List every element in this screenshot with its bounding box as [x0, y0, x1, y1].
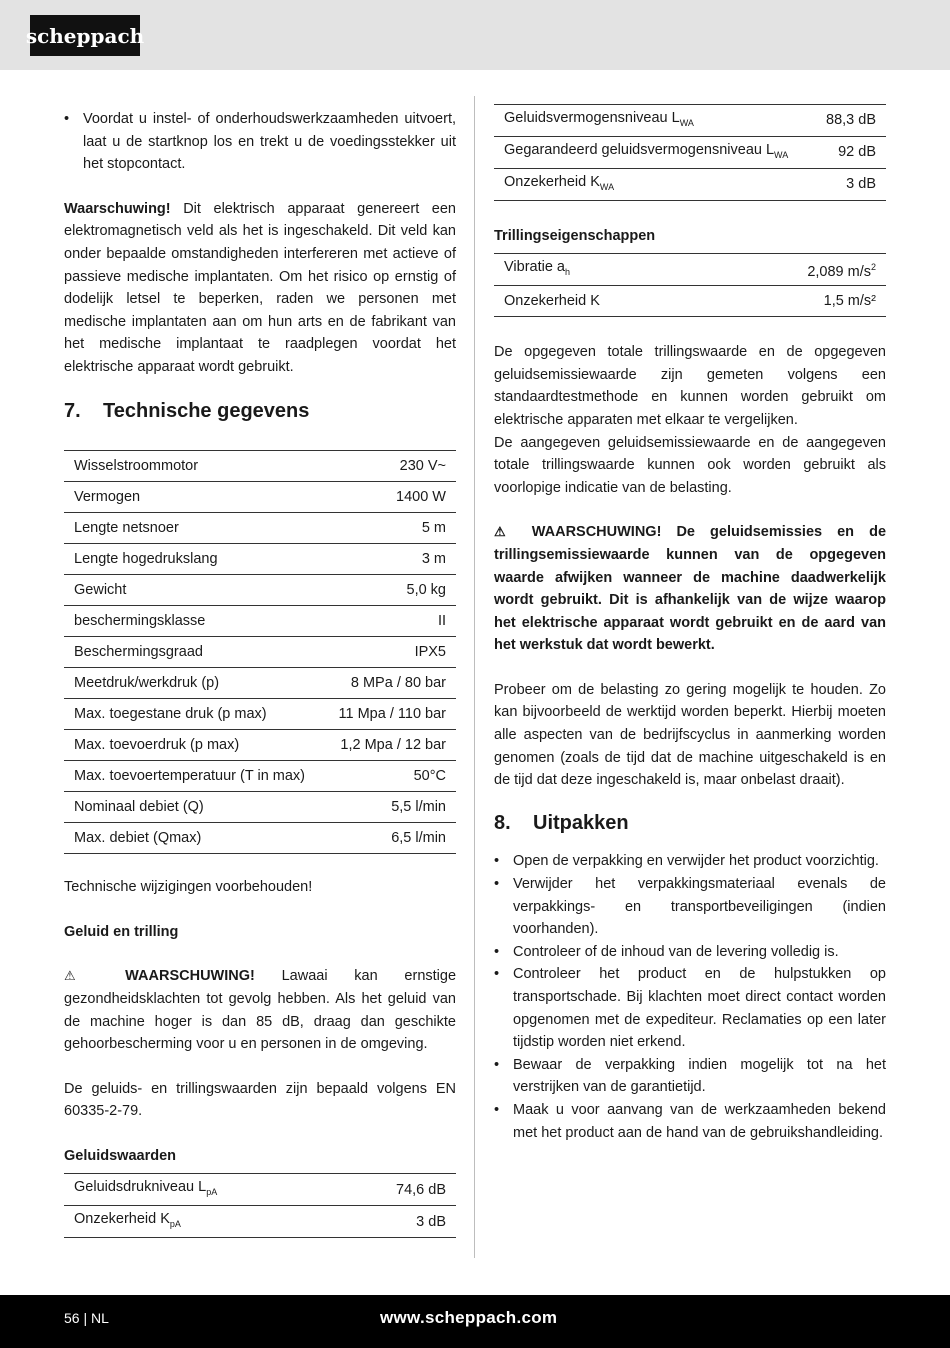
- list-item: • Voordat u instel- of onderhoudswerkzaamheden uitvoert, laat u de startknop los en trekt u de voedingsstekker uit het stopcontact.: [64, 108, 456, 176]
- table-row: [494, 286, 886, 317]
- row-label: [64, 668, 324, 699]
- value-text: 3 m: [421, 551, 446, 568]
- row-label: [64, 792, 324, 823]
- value-text: 88,3 dB: [826, 112, 876, 129]
- sound-heading: Geluid en trilling: [64, 923, 179, 940]
- label-text: Gegarandeerd geluidsvermogensniveau L: [504, 141, 775, 158]
- table-row: [64, 482, 456, 513]
- row-label: [494, 254, 716, 286]
- table-row: [64, 823, 456, 854]
- table-row: [494, 105, 886, 137]
- row-value: [324, 575, 456, 606]
- row-label: [64, 1206, 338, 1238]
- value-text: 5 m: [421, 520, 446, 537]
- row-value: [324, 451, 456, 482]
- row-value: [338, 1206, 456, 1238]
- tech-note: Technische wijzigingen voorbehouden!: [64, 879, 313, 896]
- value-text: 5,5 l/min: [391, 799, 446, 816]
- sound-values-table: [64, 1173, 456, 1238]
- table-row: [64, 1174, 456, 1206]
- value-text: 50°C: [413, 768, 446, 785]
- row-value: [813, 105, 886, 137]
- label-text: Onzekerheid K: [504, 173, 600, 190]
- row-value: [324, 761, 456, 792]
- row-label: [64, 1174, 338, 1206]
- label-text: Meetdruk/werkdruk (p): [74, 675, 220, 692]
- row-value: [324, 823, 456, 854]
- label-text: Onzekerheid K: [74, 1211, 170, 1228]
- row-value: [324, 606, 456, 637]
- emission-warning: [494, 521, 886, 657]
- table-row: [64, 451, 456, 482]
- table-row: [494, 168, 886, 200]
- value-text: 1400 W: [396, 489, 446, 506]
- noise-warning: [64, 965, 456, 1055]
- table-row: [64, 513, 456, 544]
- value-text: II: [437, 613, 446, 630]
- intro-bullets: [64, 108, 456, 176]
- label-text: Wisselstroommotor: [74, 458, 199, 475]
- value-text: 1,2 Mpa / 12 bar: [340, 737, 446, 754]
- label-subscript: pA: [169, 1219, 181, 1230]
- label-text: Max. toegestane druk (p max): [74, 706, 267, 723]
- header-bar: [0, 0, 950, 70]
- section-number: 7.: [64, 399, 81, 422]
- row-value: [324, 730, 456, 761]
- table-row: [64, 761, 456, 792]
- table-row: [64, 606, 456, 637]
- row-value: [324, 637, 456, 668]
- row-label: [64, 606, 324, 637]
- row-value: [813, 136, 886, 168]
- label-subscript: WA: [679, 117, 694, 128]
- table-row: [64, 1206, 456, 1238]
- label-text: Max. toevoerdruk (p max): [74, 737, 240, 754]
- table-row: [494, 254, 886, 286]
- unpack-bullets: [494, 850, 886, 1144]
- row-value: [324, 792, 456, 823]
- label-text: Geluidsdrukniveau L: [74, 1179, 207, 1196]
- value-text: 1,5 m/s²: [823, 293, 876, 310]
- warning-triangle-icon: ⚠: [64, 968, 99, 984]
- table-row: [64, 668, 456, 699]
- warning-text: Lawaai kan ernstige gezondheidsklachten tot gevolg hebben. Als het geluid van de machine hoger is dan 85 dB, draag dan geschikte gehoorbescherming voor u en personen in de omgeving.: [64, 968, 457, 1053]
- value-text: 2,089 m/s: [807, 264, 871, 281]
- value-text: 74,6 dB: [396, 1181, 446, 1198]
- row-value: [324, 668, 456, 699]
- table-row: [64, 637, 456, 668]
- warning-text: Dit elektrisch apparaat genereert een elektromagnetisch veld als het is ingeschakeld. Dit veld kan onder bepaalde omstandigheden interfereren met actieve of passieve medische implantaten. Om het risico op ernstig of dodelijk letsel te beperken, raden we personen met medische implantaten aan om hun arts en de fabrikant van het medische implantaat te raadplegen voordat het elektrische apparaat wordt gebruikt.: [64, 200, 456, 375]
- label-subscript: WA: [774, 149, 789, 160]
- value-text: 6,5 l/min: [391, 830, 446, 847]
- table-row: [64, 575, 456, 606]
- sound-power-table: [494, 104, 886, 201]
- table-row: [494, 136, 886, 168]
- value-text: 3 dB: [416, 1213, 446, 1230]
- label-subscript: pA: [206, 1187, 218, 1198]
- brand-logo: scheppach: [30, 15, 140, 56]
- table-row: [64, 699, 456, 730]
- value-text: IPX5: [414, 644, 446, 661]
- row-value: [338, 1174, 456, 1206]
- label-text: Beschermingsgraad: [74, 644, 203, 661]
- warning-label: Waarschuwing!: [64, 200, 171, 217]
- row-value: [324, 513, 456, 544]
- row-label: [64, 544, 324, 575]
- label-text: Max. toevoertemperatuur (T in max): [74, 768, 306, 785]
- paragraph: Probeer om de belasting zo gering mogelijk te houden. Zo kan bijvoorbeeld de werktijd worden beperkt. Hierbij moeten alle aspecten van de bedrijfscyclus in aanmerking worden genomen (zoals de tijd dat de machine uitgeschakeld is en de tijd dat deze ingeschakeld is, maar onbelast draait).: [494, 681, 886, 789]
- technical-data-table: [64, 450, 456, 854]
- row-label: [64, 513, 324, 544]
- section-title: Technische gegevens: [103, 399, 310, 422]
- column-divider: [474, 96, 475, 1258]
- row-value: [813, 168, 886, 200]
- list-item: • Controleer het product en de hulpstukken op transportschade. Bij klachten moet direct contact worden opgenomen met de expediteur. Reclamaties op een later tijdstip worden niet erkend.: [494, 963, 886, 1053]
- footer-bar: [0, 1295, 950, 1348]
- vibration-heading: Trillingseigenschappen: [494, 227, 656, 244]
- label-text: Geluidsvermogensniveau L: [504, 110, 680, 126]
- value-text: 11 Mpa / 110 bar: [338, 706, 446, 723]
- row-label: [64, 575, 324, 606]
- label-text: Nominaal debiet (Q): [74, 799, 204, 816]
- row-label: [64, 761, 324, 792]
- row-value: [716, 286, 886, 317]
- warning-triangle-icon: ⚠: [494, 524, 517, 540]
- list-item: • Controleer of de inhoud van de levering volledig is.: [494, 941, 886, 964]
- warning-label: WAARSCHUWING!: [125, 968, 255, 985]
- section-8-heading: [494, 812, 886, 835]
- left-column: [64, 108, 456, 1238]
- row-value: [716, 254, 886, 286]
- website-link[interactable]: www.scheppach.com: [380, 1308, 558, 1327]
- value-text: 5,0 kg: [406, 582, 446, 599]
- right-column: [494, 104, 886, 1144]
- list-item: • Maak u voor aanvang van de werkzaamheden bekend met het product aan de hand van de gebruikshandleiding.: [494, 1099, 886, 1144]
- emf-warning: [64, 198, 456, 379]
- value-text: 230 V~: [399, 458, 446, 475]
- label-text: Gewicht: [74, 582, 127, 599]
- row-label: [64, 451, 324, 482]
- row-label: [64, 637, 324, 668]
- row-label: [494, 168, 813, 200]
- section-7-heading: [64, 400, 456, 423]
- table-row: [64, 792, 456, 823]
- row-value: [324, 544, 456, 575]
- label-text: Max. debiet (Qmax): [74, 830, 202, 847]
- value-text: 92 dB: [838, 144, 876, 161]
- vibration-table: [494, 253, 886, 317]
- sound-values-heading: Geluidswaarden: [64, 1147, 177, 1164]
- row-label: [494, 136, 813, 168]
- label-subscript: WA: [599, 181, 615, 192]
- row-label: [64, 699, 324, 730]
- label-text: Lengte netsnoer: [74, 520, 179, 537]
- norm-text: De geluids- en trillingswaarden zijn bepaald volgens EN 60335-2-79.: [64, 1080, 456, 1120]
- label-text: Onzekerheid K: [504, 293, 600, 310]
- value-superscript: 2: [870, 262, 876, 273]
- row-label: [494, 105, 813, 137]
- section-title: Uitpakken: [533, 811, 629, 834]
- row-label: [64, 823, 324, 854]
- paragraph: De aangegeven geluidsemissiewaarde en de aangegeven totale trillingswaarde kunnen ook worden gebruikt als voorlopige indicatie van de belasting.: [494, 434, 886, 496]
- table-row: [64, 730, 456, 761]
- page-number: 56 | NL: [64, 1310, 109, 1326]
- row-value: [324, 699, 456, 730]
- list-item: • Bewaar de verpakking indien mogelijk tot na het verstrijken van de garantietijd.: [494, 1054, 886, 1099]
- list-item: • Open de verpakking en verwijder het product voorzichtig.: [494, 850, 886, 873]
- label-subscript: h: [565, 267, 571, 278]
- section-number: 8.: [494, 811, 511, 834]
- list-item: • Verwijder het verpakkingsmateriaal evenals de verpakkings- en transportbeveiligingen (indien voorhanden).: [494, 873, 886, 941]
- label-text: beschermingsklasse: [74, 613, 206, 630]
- paragraph: De opgegeven totale trillingswaarde en de opgegeven geluidsemissiewaarde zijn gemeten volgens een standaardtestmethode en kunnen worden gebruikt om elektrische apparaten met elkaar te vergelijken.: [494, 344, 886, 428]
- value-text: 3 dB: [846, 176, 876, 193]
- label-text: Vermogen: [74, 489, 141, 506]
- label-text: Vibratie a: [504, 259, 565, 276]
- row-label: [64, 730, 324, 761]
- label-text: Lengte hogedrukslang: [74, 551, 218, 568]
- warning-text: WAARSCHUWING! De geluidsemissies en de trillingsemissiewaarde kunnen van de opgegeven waarde afwijken wanneer de machine daadwerkelijk wordt gebruikt. Dit is afhankelijk van de wijze waarop het elektrische apparaat wordt gebruikt en de aard van het werkstuk dat wordt bewerkt.: [494, 524, 887, 654]
- table-row: [64, 544, 456, 575]
- row-label: [494, 286, 716, 317]
- row-label: [64, 482, 324, 513]
- row-value: [324, 482, 456, 513]
- value-text: 8 MPa / 80 bar: [350, 675, 446, 692]
